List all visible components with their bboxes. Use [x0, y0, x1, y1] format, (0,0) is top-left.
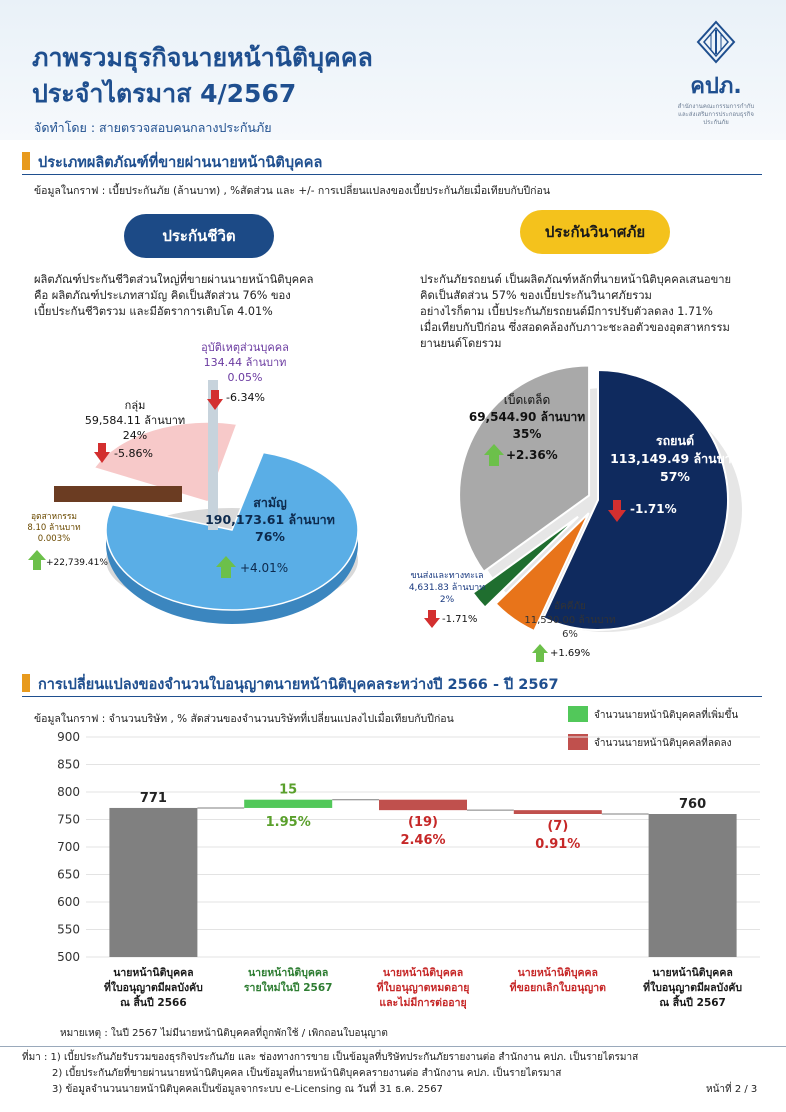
nonlife-fire-share: 6% — [562, 629, 578, 640]
category-line: ที่ใบอนุญาตมีผลบังคับ — [643, 982, 743, 994]
nonlife-misc-change: +2.36% — [506, 448, 558, 462]
logo-subtext: สำนักงานคณะกรรมการกำกับและส่งเสริมการประกอบธุรกิจประกันภัย — [677, 103, 755, 126]
waterfall-pct-label: 2.46% — [400, 833, 446, 849]
life-group-share: 24% — [122, 429, 148, 442]
life-industrial-change: +22,739.41% — [46, 558, 108, 568]
y-tick-label: 500 — [57, 950, 80, 964]
nonlife-auto-down-arrow-icon — [608, 500, 626, 522]
title-line-1: ภาพรวมธุรกิจนายหน้านิติบุคคล — [32, 43, 373, 72]
section1-note: ข้อมูลในกราฟ : เบี้ยประกันภัย (ล้านบาท) , %สัดส่วน และ +/- การเปลี่ยนแปลงของเบี้ยประกันภัยเมื่อเทียบกับปีก่อน — [34, 185, 550, 197]
waterfall-value-label: 760 — [679, 797, 707, 812]
waterfall-category-label — [222, 966, 354, 996]
nonlife-marine-name: ขนส่งและทางทะเล — [410, 571, 484, 581]
legend-increase-swatch — [568, 706, 588, 722]
section1-divider — [22, 174, 762, 175]
life-industrial-value: 8.10 ล้านบาท — [27, 523, 81, 533]
life-slice-industrial — [54, 486, 182, 502]
nonlife-insurance-pill: ประกันวินาศภัย — [520, 210, 670, 254]
section2-title: การเปลี่ยนแปลงของจำนวนใบอนุญาตนายหน้านิติบุคคลระหว่างปี 2566 - ปี 2567 — [38, 677, 559, 693]
life-samman-label — [185, 494, 355, 545]
waterfall-bar-decrease — [379, 800, 467, 810]
life-industrial-label — [18, 512, 90, 545]
life-pa-label — [175, 340, 315, 385]
y-tick-label: 700 — [57, 840, 80, 854]
life-group-name: กลุ่ม — [124, 399, 146, 412]
waterfall-category-label — [357, 966, 489, 1011]
section2-accent — [22, 674, 30, 692]
logo — [676, 20, 756, 127]
category-line: ณ สิ้นปี 2566 — [120, 997, 187, 1009]
life-insurance-pill: ประกันชีวิต — [124, 214, 274, 258]
prepared-by: จัดทำโดย : สายตรวจสอบคนกลางประกันภัย — [34, 120, 272, 135]
life-samman-name: สามัญ — [253, 495, 287, 510]
y-tick-label: 650 — [57, 867, 80, 882]
legend-decrease-label: จำนวนนายหน้านิติบุคคลที่ลดลง — [594, 738, 732, 749]
page-title — [32, 40, 373, 112]
nonlife-fire-name: อัคคีภัย — [554, 601, 586, 612]
section2-remark: หมายเหตุ : ในปี 2567 ไม่มีนายหน้านิติบุคคลที่ถูกพักใช้ / เพิกถอนใบอนุญาต — [60, 1028, 388, 1039]
life-desc-line: คือ ผลิตภัณฑ์ประเภทสามัญ คิดเป็นสัดส่วน 76% ของ — [34, 289, 291, 302]
title-line-2: ประจำไตรมาส 4/2567 — [32, 79, 297, 108]
life-pa-name: อุบัติเหตุส่วนบุคคล — [201, 341, 289, 354]
footer-divider — [0, 1046, 786, 1047]
life-description — [34, 272, 384, 320]
category-line: นายหน้านิติบุคคล — [517, 967, 598, 979]
life-pa-share: 0.05% — [227, 371, 263, 384]
category-line: นายหน้านิติบุคคล — [382, 967, 464, 979]
nonlife-fire-value: 11,530.00 ล้านบาท — [524, 615, 616, 626]
waterfall-value-label: (19) — [408, 815, 438, 831]
life-group-value: 59,584.11 ล้านบาท — [84, 414, 186, 427]
nonlife-desc-line: ประกันภัยรถยนต์ เป็นผลิตภัณฑ์หลักที่นายหน้านิติบุคคลเสนอขาย — [420, 273, 732, 286]
waterfall-category-label — [492, 966, 624, 996]
life-pa-down-arrow-icon — [207, 390, 223, 410]
life-desc-line: ผลิตภัณฑ์ประกันชีวิตส่วนใหญ่ที่ขายผ่านนายหน้านิติบุคคล — [34, 273, 314, 286]
waterfall-bar-decrease — [514, 810, 602, 814]
waterfall-category-label — [627, 966, 759, 1011]
page-number: หน้าที่ 2 / 3 — [706, 1084, 758, 1095]
nonlife-misc-share: 35% — [512, 427, 542, 441]
category-line: และไม่มีการต่ออายุ — [379, 997, 467, 1009]
nonlife-desc-line: คิดเป็นสัดส่วน 57% ของเบี้ยประกันวินาศภัยรวม — [420, 289, 652, 302]
waterfall-bar-total — [649, 814, 737, 957]
life-samman-change: +4.01% — [240, 561, 289, 575]
life-pa-change: -6.34% — [226, 391, 265, 404]
logo-text: คปภ. — [690, 74, 742, 99]
waterfall-pct-label: 0.91% — [535, 837, 581, 852]
life-group-label — [70, 398, 200, 443]
nonlife-marine-change: -1.71% — [442, 614, 478, 625]
life-group-down-arrow-icon — [94, 443, 110, 463]
oic-emblem-icon — [694, 20, 738, 64]
category-line: ที่ขอยกเลิกใบอนุญาต — [509, 982, 606, 994]
nonlife-fire-up-arrow-icon — [532, 644, 548, 662]
nonlife-auto-label — [600, 432, 750, 486]
waterfall-value-label: 771 — [139, 790, 167, 806]
nonlife-fire-change: +1.69% — [550, 648, 591, 659]
life-industrial-name: อุตสาหกรรม — [30, 512, 78, 522]
nonlife-desc-line: อย่างไรก็ตาม เบี้ยประกันภัยรถยนต์มีการปรับตัวลดลง 1.71% — [420, 305, 713, 318]
life-samman-up-arrow-icon — [216, 556, 236, 578]
y-tick-label: 900 — [57, 730, 80, 744]
nonlife-marine-label — [402, 570, 492, 606]
waterfall-bar-total — [109, 808, 197, 957]
y-tick-label: 750 — [57, 812, 80, 827]
legend-increase-label: จำนวนนายหน้านิติบุคคลที่เพิ่มขึ้น — [594, 710, 739, 721]
nonlife-misc-value: 69,544.90 ล้านบาท — [468, 410, 586, 424]
y-tick-label: 550 — [57, 922, 80, 937]
footer-line-1: ที่มา : 1) เบี้ยประกันภัยรับรวมของธุรกิจประกันภัย และ ช่องทางการขาย เป็นข้อมูลที่บริษัทประกันภัยรายงานต่อ สำนักงาน คปภ. เป็นรายไตรมาส — [22, 1052, 639, 1063]
category-line: ณ สิ้นปี 2567 — [659, 997, 726, 1009]
section1-accent — [22, 152, 30, 170]
waterfall-category-label — [87, 966, 219, 1011]
nonlife-marine-down-arrow-icon — [424, 610, 440, 628]
y-tick-label: 600 — [57, 895, 80, 909]
waterfall-value-label: (7) — [547, 819, 569, 834]
nonlife-misc-name: เบ็ดเตล็ด — [503, 393, 551, 407]
category-line: นายหน้านิติบุคคล — [652, 967, 733, 979]
nonlife-misc-label — [462, 392, 592, 443]
category-line: นายหน้านิติบุคคล — [248, 967, 329, 979]
section2-note: ข้อมูลในกราฟ : จำนวนบริษัท , % สัดส่วนของจำนวนบริษัทที่เปลี่ยนแปลงไปเมื่อเทียบกับปีก่อน — [34, 713, 454, 725]
category-line: ที่ใบอนุญาตมีผลบังคับ — [103, 982, 203, 994]
footer-line-2: 2) เบี้ยประกันภัยที่ขายผ่านนายหน้านิติบุคคล เป็นข้อมูลที่นายหน้านิติบุคคลรายงานต่อ สำนักงาน คปภ. เป็นรายไตรมาส — [52, 1068, 562, 1079]
nonlife-auto-value: 113,149.49 ล้านบาท — [610, 451, 740, 466]
section1-title: ประเภทผลิตภัณฑ์ที่ขายผ่านนายหน้านิติบุคคล — [38, 155, 323, 171]
category-line: นายหน้านิติบุคคล — [113, 967, 194, 979]
life-samman-share: 76% — [255, 529, 285, 544]
nonlife-auto-change: -1.71% — [630, 502, 677, 516]
waterfall-pct-label: 1.95% — [265, 814, 311, 830]
footer-sources — [22, 1050, 638, 1098]
nonlife-desc-line: เมื่อเทียบกับปีก่อน ซึ่งสอดคล้องกับภาวะชะลอตัวของอุตสาหกรรม — [420, 321, 730, 334]
life-industrial-share: 0.003% — [37, 534, 71, 544]
nonlife-misc-up-arrow-icon — [484, 444, 504, 466]
life-samman-value: 190,173.61 ล้านบาท — [205, 512, 335, 527]
nonlife-marine-value: 4,631.83 ล้านบาท — [408, 583, 486, 593]
waterfall-bar-increase — [244, 800, 332, 808]
life-industrial-up-arrow-icon — [28, 550, 46, 570]
y-tick-label: 800 — [57, 785, 80, 799]
category-line: ที่ใบอนุญาตหมดอายุ — [376, 982, 470, 994]
life-pa-value: 134.44 ล้านบาท — [203, 356, 287, 369]
section2-divider — [22, 696, 762, 697]
life-desc-line: เบี้ยประกันชีวิตรวม และมีอัตราการเติบโต 4.01% — [34, 305, 273, 318]
category-line: รายใหม่ในปี 2567 — [243, 982, 333, 994]
nonlife-auto-name: รถยนต์ — [655, 433, 695, 448]
nonlife-desc-line: ยานยนต์โดยรวม — [420, 337, 502, 350]
footer-line-3: 3) ข้อมูลจำนวนนายหน้านิติบุคคลเป็นข้อมูลจากระบบ e-Licensing ณ วันที่ 31 ธ.ค. 2567 — [52, 1084, 443, 1095]
waterfall-value-label: 15 — [279, 782, 298, 798]
nonlife-auto-share: 57% — [660, 469, 690, 484]
nonlife-fire-label — [510, 600, 630, 642]
nonlife-marine-share: 2% — [439, 595, 455, 605]
y-tick-label: 850 — [57, 757, 80, 772]
life-group-change: -5.86% — [114, 447, 153, 460]
